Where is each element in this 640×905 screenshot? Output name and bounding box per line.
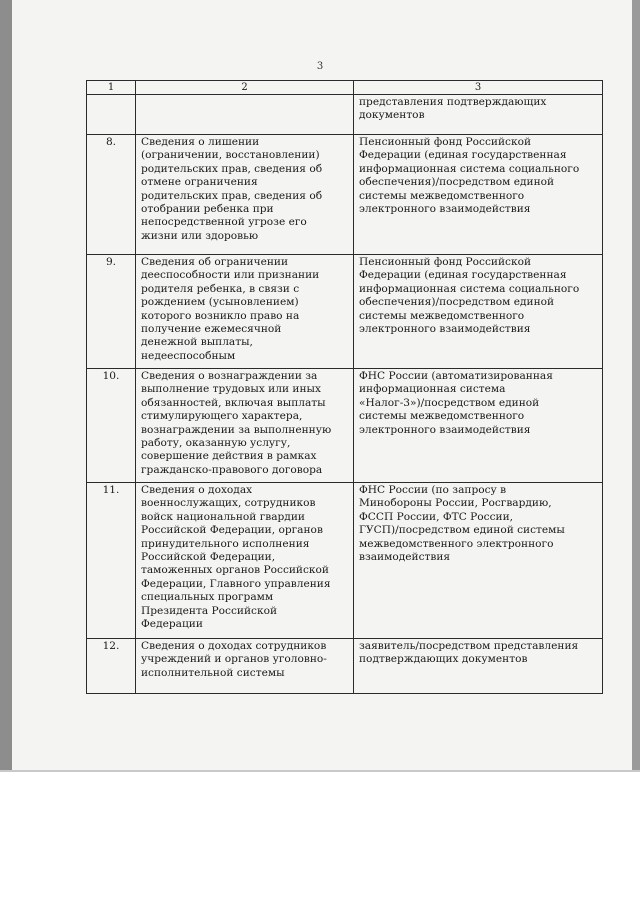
scan-edge-bottom <box>0 770 640 772</box>
row-info: Сведения об ограничении дееспособности или признании родителя ребенка, в связи с рождением (усыновлением) которого возникло право на получение ежемесячной денежной выплаты, недееспособным <box>136 255 354 369</box>
row-info: Сведения о вознаграждении за выполнение трудовых или иных обязанностей, включая выплаты стимулирующего характера, вознаграждении за выполненную работу, оказанную услугу, совершение действия в рамках гражданско-правового договора <box>136 369 354 483</box>
row-number: 12. <box>87 639 136 694</box>
row-source: ФНС России (автоматизированная информационная система «Налог-3»)/посредством единой системы межведомственного электронного взаимодействия <box>354 369 603 483</box>
header-col-1: 1 <box>87 81 136 95</box>
table-row <box>87 255 603 369</box>
table-row <box>87 369 603 483</box>
row-number: 8. <box>87 135 136 255</box>
scan-edge-right <box>632 0 640 770</box>
row-info: Сведения о лишении (ограничении, восстановлении) родительских прав, сведения об отмене ограничения родительских прав, сведения об отобрании ребенка при непосредственной угрозе его жизни или здоровью <box>136 135 354 255</box>
header-col-3: 3 <box>354 81 603 95</box>
data-sources-table <box>86 80 603 694</box>
row-info: Сведения о доходах военнослужащих, сотрудников войск национальной гвардии Российской Федерации, органов принудительного исполнения Российской Федерации, таможенных органов Российской Федерации, Главного управления специальных программ Президента Российской Федерации <box>136 483 354 639</box>
table-row <box>87 95 603 135</box>
page-number: 3 <box>316 61 324 72</box>
scan-edge-left <box>0 0 12 770</box>
row-number <box>87 95 136 135</box>
row-info <box>136 95 354 135</box>
row-source: ФНС России (по запросу в Минобороны России, Росгвардию, ФССП России, ФТС России, ГУСП)/посредством единой системы межведомственного электронного взаимодействия <box>354 483 603 639</box>
row-number: 9. <box>87 255 136 369</box>
row-number: 10. <box>87 369 136 483</box>
row-source: Пенсионный фонд Российской Федерации (единая государственная информационная система социального обеспечения)/посредством единой системы межведомственного электронного взаимодействия <box>354 135 603 255</box>
row-source: заявитель/посредством представления подтверждающих документов <box>354 639 603 694</box>
table-row <box>87 135 603 255</box>
row-info: Сведения о доходах сотрудников учреждений и органов уголовно- исполнительной системы <box>136 639 354 694</box>
table-row <box>87 639 603 694</box>
row-source: Пенсионный фонд Российской Федерации (единая государственная информационная система социального обеспечения)/посредством единой системы межведомственного электронного взаимодействия <box>354 255 603 369</box>
row-number: 11. <box>87 483 136 639</box>
row-source: представления подтверждающих документов <box>354 95 603 135</box>
table-header-row <box>87 81 603 95</box>
header-col-2: 2 <box>136 81 354 95</box>
table-row <box>87 483 603 639</box>
